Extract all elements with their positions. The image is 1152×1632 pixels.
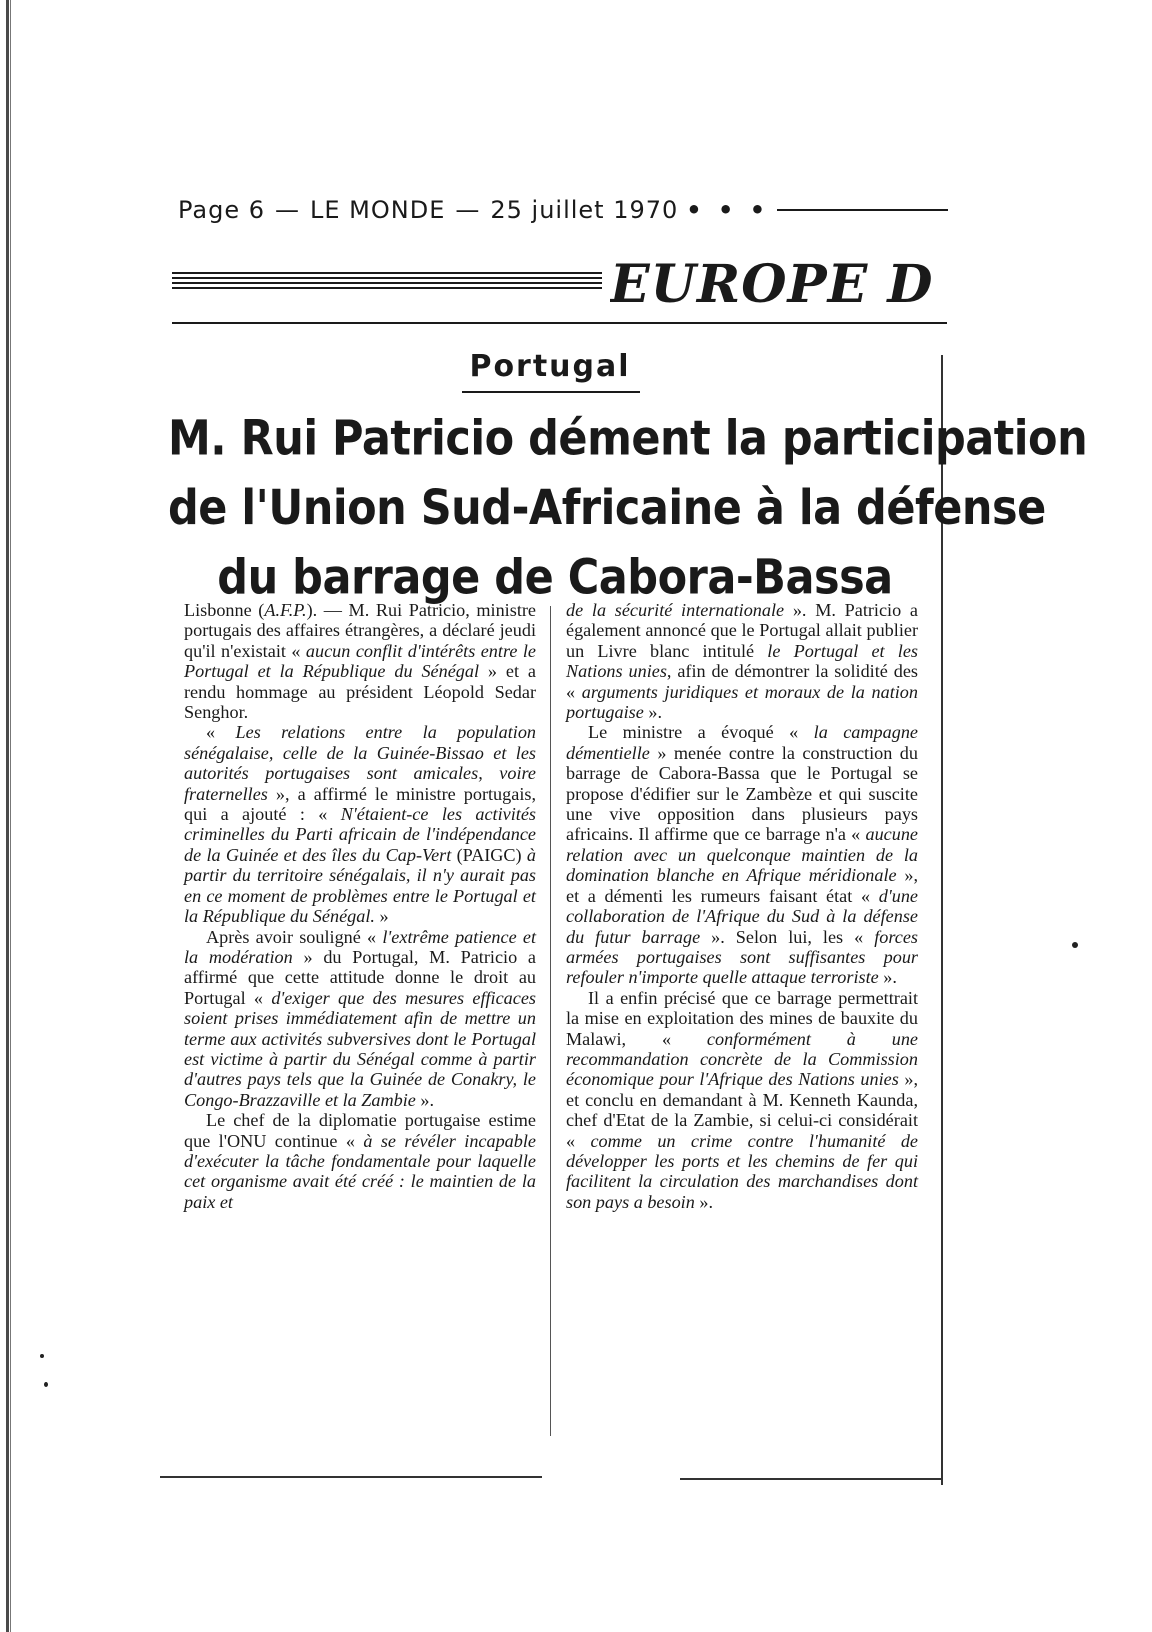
article-country-label: Portugal (469, 349, 631, 384)
scan-speck (44, 1382, 48, 1387)
paragraph-text: Le chef de la diplomatie portugaise estime que l'ONU continue « (184, 1110, 536, 1151)
article-paragraph (184, 722, 536, 926)
column-divider (550, 606, 551, 1436)
issue-date: 25 juillet 1970 (490, 196, 679, 224)
scan-left-edge (6, 0, 9, 1632)
paragraph-text: « (206, 722, 236, 743)
header-dash: — (275, 196, 300, 224)
italic-quote: le Portugal et les Nations unies (566, 640, 919, 682)
bottom-rule (680, 1478, 942, 1480)
scan-speck (1072, 942, 1078, 948)
paragraph-text: ). — M. Rui Patricio, ministre portugais des affaires étrangères, a déclaré jeudi qu'il n'existait « (184, 600, 536, 661)
headline-line: de l'Union Sud-Africaine à la défense (168, 480, 1046, 537)
italic-quote: à se révéler incapable d'exécuter la tâche fondamentale pour laquelle cet organisme avait été créé : le maintien de la paix et (184, 1130, 536, 1212)
paragraph-text: » menée contre la construction du barrage de Cabora-Bassa que le Portugal se propose d'édifier sur le Zambèze et qui suscite une vive opposition dans plusieurs pays africains. Il affirme que ce barrage n'a « (566, 742, 918, 845)
scan-speck (40, 1354, 44, 1358)
italic-quote: l'extrême patience et la modération (184, 926, 536, 967)
article-paragraph (184, 927, 536, 1111)
italic-quote: arguments juridiques et moraux de la nation portugaise (566, 681, 918, 723)
italic-quote: aucun conflit d'intérêts entre le Portugal et la République du Sénégal (184, 640, 536, 682)
country-underline (462, 391, 640, 393)
bottom-rule (160, 1476, 542, 1478)
italic-quote: d'exiger que des mesures efficaces soient prises immédiatement afin de mettre un terme aux activités subversives dont le Portugal est victime à partir du Sénégal comme à partir d'autres pays tels que la Guinée de Conakry, le Congo-Brazzaville et la Zambie (184, 987, 536, 1110)
paragraph-text: Lisbonne ( (184, 600, 265, 620)
paragraph-text: ». (878, 967, 897, 988)
paragraph-text: Après avoir souligné « (206, 926, 383, 947)
headline-line: du barrage de Cabora-Bassa (217, 549, 893, 606)
page-number: Page 6 (178, 196, 265, 224)
italic-quote: A.F.P. (264, 600, 307, 620)
paragraph-text: Le ministre a évoqué « (588, 722, 814, 743)
paragraph-text: », et a démenti les rumeurs faisant état « (566, 865, 918, 906)
paragraph-text: ». (643, 702, 662, 723)
italic-quote: Les relations entre la population sénégalaise, celle de la Guinée-Bissao et les autorités portugaises sont amicales, voire fraternelles (184, 722, 537, 804)
page-header (178, 192, 948, 228)
newspaper-name: LE MONDE (310, 196, 446, 224)
paragraph-text: », a affirmé le ministre portugais, qui a ajouté : « (184, 783, 536, 825)
paragraph-text: ». (694, 1191, 714, 1212)
paragraph-text: Il a enfin précisé que ce barrage permettrait la mise en exploitation des mines de bauxite du Malawi, « (566, 987, 918, 1049)
section-title: EUROPE D (610, 254, 934, 315)
italic-quote: N'étaient-ce les activités criminelles du Parti africain de l'indépendance de la Guinée et des îles du Cap-Vert (184, 804, 536, 865)
paragraph-text: ». Selon lui, les « (700, 926, 875, 947)
article-paragraph (184, 600, 536, 722)
paragraph-text: » du Portugal, M. Patricio a affirmé que cette attitude donne le droit au Portugal « (184, 946, 536, 1008)
section-decorative-rules (172, 272, 602, 294)
section-underline (172, 322, 947, 324)
headline-line: M. Rui Patricio dément la participation (168, 410, 1088, 467)
header-dash: — (455, 196, 481, 224)
italic-quote: d'une collaboration de l'Afrique du Sud à la défense du futur barrage (566, 885, 918, 947)
italic-quote: comme un crime contre l'humanité de développer les ports et les chemins de fer qui facilitent la circulation des marchandises dont son pays a besoin (566, 1130, 918, 1212)
italic-quote: à partir du territoire sénégalais, il n'y aurait pas en ce moment de problèmes entre le Portugal et la République du Sénégal. (184, 844, 536, 927)
scan-left-edge-inner (10, 0, 11, 1632)
italic-quote: aucune relation avec un quelconque maintien de la domination blanche en Afrique méridionale (566, 824, 918, 886)
article-paragraph (184, 1110, 536, 1212)
article-headline (168, 404, 1088, 612)
article-column-left (184, 600, 536, 1212)
paragraph-text: ». M. Patricio a également annoncé que le Portugal allait publier un Livre blanc intitulé (566, 600, 918, 661)
header-dots: • • • (686, 196, 770, 224)
paragraph-text: ». (415, 1089, 435, 1110)
paragraph-text: » (374, 906, 389, 927)
paragraph-text: , afin de démontrer la solidité des « (566, 661, 918, 702)
article-paragraph (566, 600, 918, 722)
italic-quote: la campagne démentielle (566, 722, 918, 763)
paragraph-text: », et conclu en demandant à M. Kenneth Kaunda, chef d'Etat de la Zambie, si celui-ci considérait « (566, 1069, 919, 1151)
article-column-right (566, 600, 918, 1212)
paragraph-text: » et a rendu hommage au président Léopold Sedar Senghor. (184, 661, 536, 723)
italic-quote: forces armées portugaises sont suffisantes pour refouler n'importe quelle attaque terroriste (566, 926, 918, 988)
article-paragraph (566, 722, 918, 987)
paragraph-text: (PAIGC) (451, 844, 527, 865)
header-rule (777, 209, 948, 211)
italic-quote: de la sécurité internationale (566, 600, 785, 620)
article-paragraph (566, 988, 918, 1212)
italic-quote: conformément à une recommandation concrète de la Commission économique pour l'Afrique des Nations unies (566, 1028, 919, 1090)
